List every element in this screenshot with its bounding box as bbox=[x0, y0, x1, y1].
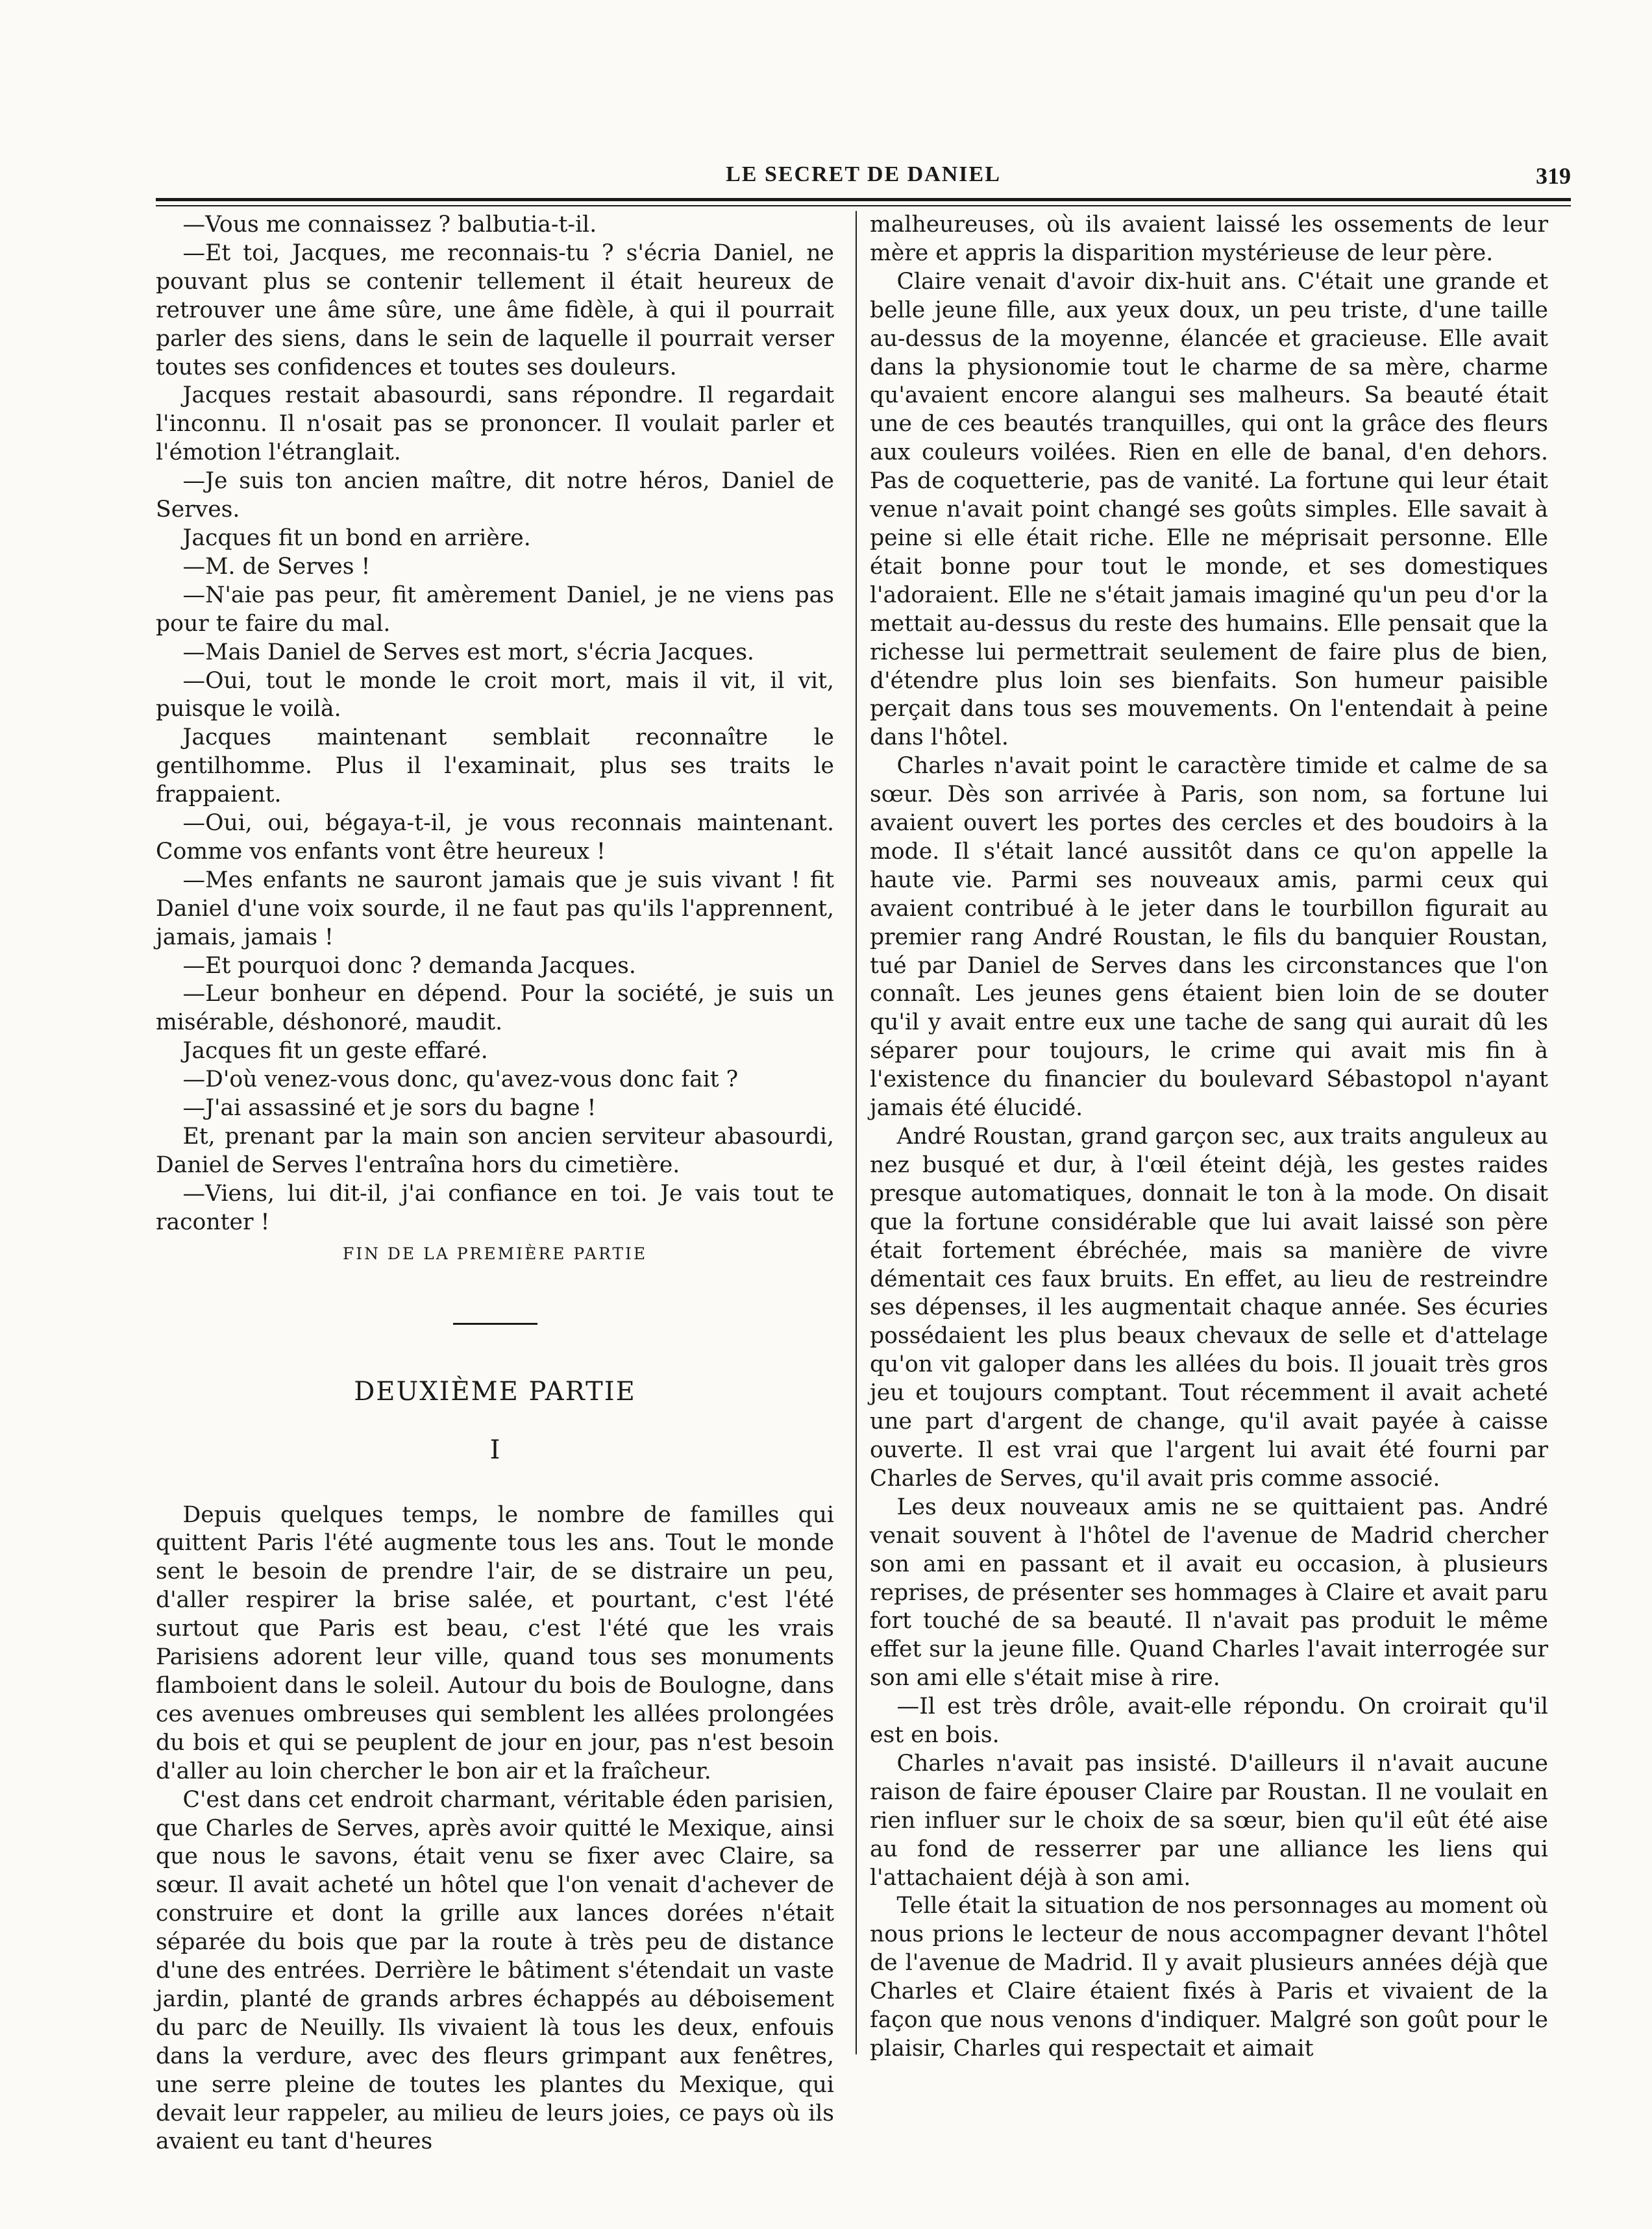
paragraph: —Oui, oui, bégaya-t-il, je vous reconnais maintenant. Comme vos enfants vont être heureux ! bbox=[156, 810, 834, 865]
paragraph: —Je suis ton ancien maître, dit notre héros, Daniel de Serves. bbox=[156, 468, 834, 523]
chapter-number: I bbox=[489, 1435, 500, 1465]
left-column bbox=[156, 211, 834, 2156]
paragraph: —N'aie pas peur, fit amèrement Daniel, je ne viens pas pour te faire du mal. bbox=[156, 582, 834, 637]
paragraph: —Mes enfants ne sauront jamais que je suis vivant ! fit Daniel d'une voix sourde, il ne faut pas qu'ils l'apprennent, jamais, jamais ! bbox=[156, 867, 834, 950]
paragraph: —Il est très drôle, avait-elle répondu. On croirait qu'il est en bois. bbox=[870, 1693, 1548, 1749]
part-title: DEUXIÈME PARTIE bbox=[354, 1376, 636, 1407]
paragraph: Jacques restait abasourdi, sans répondre. Il regardait l'inconnu. Il n'osait pas se prononcer. Il voulait parler et l'émotion l'étranglait. bbox=[156, 382, 834, 466]
header-rule-thick bbox=[156, 198, 1571, 201]
paragraph: Et, prenant par la main son ancien serviteur abasourdi, Daniel de Serves l'entraîna hors du cimetière. bbox=[156, 1124, 834, 1178]
paragraph: Charles n'avait pas insisté. D'ailleurs il n'avait aucune raison de faire épouser Claire par Roustan. Il ne voulait en rien influer sur le choix de sa sœur, bien qu'il eût été aise au fond de resserrer par une alliance les liens qui l'attachaient déjà à son ami. bbox=[870, 1750, 1548, 1891]
paragraph: Telle était la situation de nos personnages au moment où nous prions le lecteur de nous accompagner devant l'hôtel de l'avenue de Madrid. Il y avait plusieurs années déjà que Charles et Claire étaient fixés à Paris et vivaient de la façon que nous venons d'indiquer. Malgré son goût pour le plaisir, Charles qui respectait et aimait bbox=[870, 1893, 1548, 2062]
paragraph: Jacques fit un geste effaré. bbox=[182, 1038, 488, 1065]
paragraph: —Et pourquoi donc ? demanda Jacques. bbox=[182, 952, 636, 979]
paragraph: —Et toi, Jacques, me reconnais-tu ? s'écria Daniel, ne pouvant plus se contenir tellement il était heureux de retrouver une âme sûre, une âme fidèle, à qui il pourrait parler des siens, dans le sein de laquelle il pourrait verser toutes ses confidences et toutes ses douleurs. bbox=[156, 240, 834, 380]
paragraph: —Vous me connaissez ? balbutia-t-il. bbox=[182, 212, 597, 238]
paragraph: —Mais Daniel de Serves est mort, s'écria Jacques. bbox=[182, 639, 754, 665]
page-header bbox=[156, 162, 1571, 201]
paragraph: André Roustan, grand garçon sec, aux traits anguleux au nez busqué et dur, à l'œil éteint déjà, les gestes raides presque automatiques, donnait le ton à la mode. On disait que la fortune considérable que lui avait laissé son père était fortement ébréchée, mais sa manière de vivre démentait ces faux bruits. En effet, au lieu de restreindre ses dépenses, il les augmentait chaque année. Ses écuries possédaient les plus beaux chevaux de selle et d'attelage qu'on vit galoper dans les allées du bois. Il jouait très gros jeu et toujours comptant. Tout récemment il avait acheté une part d'argent de change, qu'il avait payée à caisse ouverte. Il est vrai que l'argent lui avait été fourni par Charles de Serves, qu'il avait pris comme associé. bbox=[870, 1124, 1548, 1492]
paragraph: —Viens, lui dit-il, j'ai confiance en toi. Je vais tout te raconter ! bbox=[156, 1180, 834, 1235]
paragraph: Depuis quelques temps, le nombre de familles qui quittent Paris l'été augmente tous les ans. Tout le monde sent le besoin de prendre l'air, de se distraire un peu, d'aller respirer la brise salée, et pourtant, c'est l'été surtout que Paris est beau, c'est l'été que les vrais Parisiens adorent leur ville, quand tous ses monuments flamboient dans le soleil. Autour du bois de Boulogne, dans ces avenues ombreuses qui semblent les allées prolongées du bois et qui se peuplent de jour en jour, pas n'est besoin d'aller au loin chercher le bon air et la fraîcheur. bbox=[156, 1501, 834, 1784]
page-number: 319 bbox=[1536, 163, 1571, 189]
section-rule bbox=[453, 1323, 537, 1325]
paragraph: Les deux nouveaux amis ne se quittaient pas. André venait souvent à l'hôtel de l'avenue de Madrid chercher son ami en passant et il avait eu occasion, à plusieurs reprises, de présenter ses hommages à Claire et avait paru fort touché de sa beauté. Il n'avait pas produit le même effet sur la jeune fille. Quand Charles l'avait interrogée sur son ami elle s'était mise à rire. bbox=[870, 1494, 1548, 1692]
paragraph: Charles n'avait point le caractère timide et calme de sa sœur. Dès son arrivée à Paris, son nom, sa fortune lui avaient ouvert les portes des cercles et des boudoirs à la mode. Il s'était lancé aussitôt dans ce qu'on appelle la haute vie. Parmi ses nouveaux amis, parmi ceux qui avaient contribué à le jeter dans le tourbillon figurait au premier rang André Roustan, le fils du banquier Roustan, tué par Daniel de Serves dans les circonstances que l'on connaît. Les jeunes gens étaient bien loin de se douter qu'il y avait entre eux une tache de sang qui aurait dû les séparer pour toujours, le crime qui avait mis fin à l'existence du financier du boulevard Sébastopol n'ayant jamais été élucidé. bbox=[870, 753, 1548, 1122]
running-title: LE SECRET DE DANIEL bbox=[726, 162, 1001, 186]
paragraph: —D'où venez-vous donc, qu'avez-vous donc fait ? bbox=[182, 1066, 739, 1093]
paragraph: —Oui, tout le monde le croit mort, mais il vit, il vit, puisque le voilà. bbox=[156, 667, 834, 722]
header-rule-thin bbox=[156, 205, 1571, 206]
paragraph: Jacques fit un bond en arrière. bbox=[182, 524, 531, 551]
column-divider bbox=[856, 211, 857, 2054]
end-of-part-label: FIN DE LA PREMIÈRE PARTIE bbox=[342, 1244, 648, 1263]
paragraph: —Leur bonheur en dépend. Pour la société, je suis un misérable, déshonoré, maudit. bbox=[156, 981, 834, 1036]
paragraph: —J'ai assassiné et je sors du bagne ! bbox=[182, 1095, 597, 1122]
right-column bbox=[870, 211, 1548, 2063]
paragraph: C'est dans cet endroit charmant, véritable éden parisien, que Charles de Serves, après avoir quitté le Mexique, ainsi que nous le savons, était venu se fixer avec Claire, sa sœur. Il avait acheté un hôtel que l'on venait d'achever de construire et dont la grille aux lances dorées n'était séparée du bois que par la route à très peu de distance d'une des entrées. Derrière le bâtiment s'étendait un vaste jardin, planté de grands arbres échappés au déboisement du parc de Neuilly. Ils vivaient là tous les deux, enfouis dans la verdure, avec des fleurs grimpant aux fenêtres, une serre pleine de toutes les plantes du Mexique, qui devait leur rappeler, au milieu de leurs joies, ce pays où ils avaient eu tant d'heures bbox=[156, 1786, 834, 2155]
paragraph: Jacques maintenant semblait reconnaître le gentilhomme. Plus il l'examinait, plus ses traits le frappaient. bbox=[156, 724, 834, 808]
paragraph-continuation: malheureuses, où ils avaient laissé les ossements de leur mère et appris la disparition mystérieuse de leur père. bbox=[870, 212, 1548, 266]
paragraph: —M. de Serves ! bbox=[182, 553, 371, 580]
paragraph: Claire venait d'avoir dix-huit ans. C'était une grande et belle jeune fille, aux yeux doux, un peu triste, d'une taille au-dessus de la moyenne, élancée et gracieuse. Elle avait dans la physionomie tout le charme de sa mère, charme qu'avaient encore alangui ses malheurs. Sa beauté était une de ces beautés tranquilles, qui ont la grâce des fleurs aux couleurs voilées. Rien en elle de banal, d'en dehors. Pas de coquetterie, pas de vanité. La fortune qui leur était venue n'avait point changé ses goûts simples. Elle savait à peine si elle était riche. Elle ne méprisait personne. Elle était bonne pour tout le monde, et ses domestiques l'adoraient. Elle ne s'était jamais imaginé qu'un peu d'or la mettait au-dessus du reste des humains. Elle pensait que la richesse lui permettrait seulement de faire plus de bien, d'étendre plus loin ses bienfaits. Son humeur paisible perçait dans tous ses mouvements. On l'entendait à peine dans l'hôtel. bbox=[870, 268, 1548, 751]
